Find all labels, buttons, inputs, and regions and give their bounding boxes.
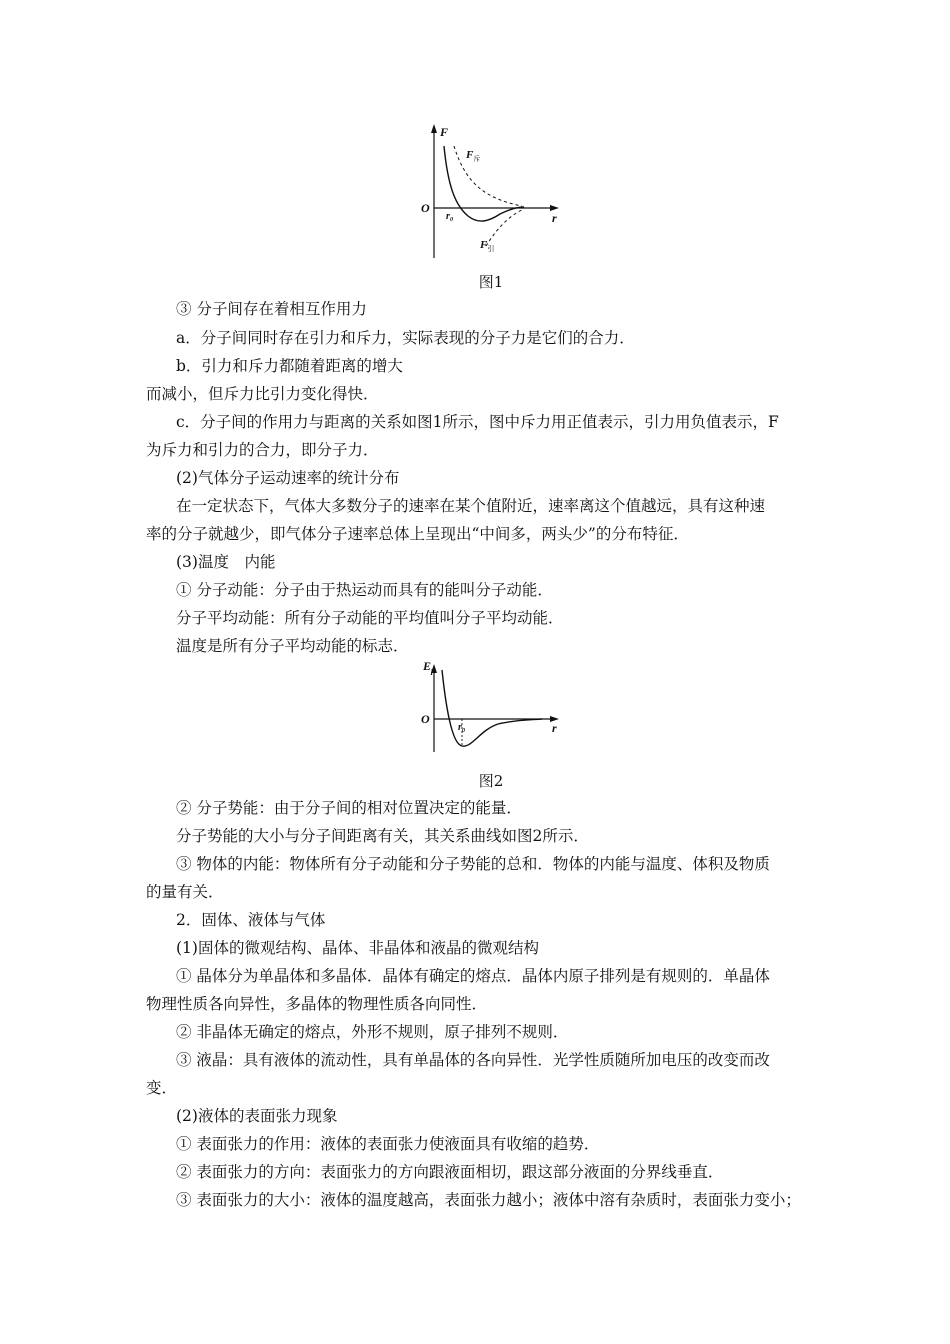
repulsive-force-curve [454, 146, 522, 206]
potential-energy-curve [442, 670, 542, 746]
y-axis-label-sub: p [431, 666, 436, 675]
text-line: (2)液体的表面张力现象 [176, 1107, 338, 1125]
x-axis-label: r [552, 211, 557, 225]
text-line: (1)固体的微观结构、晶体、非晶体和液晶的微观结构 [176, 939, 539, 957]
origin-label: O [421, 712, 430, 726]
text-line: ③ 分子间存在着相互作用力 [176, 300, 367, 318]
figure-1-caption: 图1 [478, 273, 504, 291]
text-line: ② 表面张力的方向：表面张力的方向跟液面相切，跟这部分液面的分界线垂直． [176, 1163, 724, 1181]
resultant-force-curve [444, 146, 524, 221]
origin-label: O [421, 201, 430, 215]
repulsive-label [465, 149, 480, 163]
x-axis-label: r [552, 721, 557, 735]
y-axis-label [422, 659, 435, 675]
text-line: (3)温度 内能 [176, 553, 276, 571]
text-line: 物理性质各向异性，多晶体的物理性质各向同性． [146, 995, 488, 1013]
text-line: ③ 物体的内能：物体所有分子动能和分子势能的总和．物体的内能与温度、体积及物质 [176, 855, 770, 873]
y-axis-label: F [440, 125, 449, 139]
text-line: ① 分子动能：分子由于热运动而具有的能叫分子动能． [176, 581, 553, 599]
text-line: 而减小，但斥力比引力变化得快． [146, 385, 379, 403]
text-line: (2)气体分子运动速率的统计分布 [176, 469, 400, 487]
text-line: ② 分子势能：由于分子间的相对位置决定的能量． [176, 799, 522, 817]
figure-2-potential-energy-graph [418, 658, 568, 758]
attractive-label-sub: 引 [487, 245, 495, 253]
text-line: b．引力和斥力都随着距离的增大 [176, 357, 403, 375]
repulsive-label-main: F [466, 149, 474, 161]
text-line: 变． [146, 1079, 178, 1097]
y-axis-label-main: E [423, 659, 432, 673]
text-line: 分子平均动能：所有分子动能的平均值叫分子平均动能． [176, 609, 564, 627]
text-line: 为斥力和引力的合力，即分子力． [146, 441, 379, 459]
attractive-label [479, 239, 494, 253]
text-line: ① 表面张力的作用：液体的表面张力使液面具有收缩的趋势． [176, 1135, 600, 1153]
text-line: ② 非晶体无确定的熔点，外形不规则，原子排列不规则． [176, 1023, 569, 1041]
text-line: ③ 表面张力的大小：液体的温度越高，表面张力越小；液体中溶有杂质时，表面张力变小； [176, 1191, 801, 1209]
text-line: a．分子间同时存在引力和斥力，实际表现的分子力是它们的合力． [176, 329, 635, 347]
text-line: 温度是所有分子平均动能的标志． [176, 637, 409, 655]
r0-label: r₀ [458, 722, 466, 733]
attractive-label-main: F [480, 239, 488, 251]
repulsive-label-sub: 斥 [473, 155, 481, 163]
text-line: 在一定状态下，气体大多数分子的速率在某个值附近，速率离这个值越远，具有这种速 [176, 497, 766, 515]
figure-2-caption: 图2 [478, 772, 504, 790]
figure-1-force-graph [418, 118, 568, 263]
potential-energy-chart [418, 658, 568, 758]
text-line: ① 晶体分为单晶体和多晶体．晶体有确定的熔点．晶体内原子排列是有规则的．单晶体 [176, 967, 770, 985]
text-line: 2．固体、液体与气体 [176, 911, 326, 929]
text-line: 分子势能的大小与分子间距离有关，其关系曲线如图2所示． [176, 827, 589, 845]
r0-label: r₀ [446, 211, 454, 222]
force-distance-chart [418, 118, 568, 263]
attractive-force-curve [486, 209, 524, 246]
text-line: c．分子间的作用力与距离的关系如图1所示，图中斥力用正值表示，引力用负值表示，F [176, 413, 779, 431]
text-line: 的量有关． [146, 883, 224, 901]
text-line: 率的分子就越少，即气体分子速率总体上呈现出“中间多，两头少”的分布特征． [146, 525, 689, 543]
text-line: ③ 液晶：具有液体的流动性，具有单晶体的各向异性．光学性质随所加电压的改变而改 [176, 1051, 770, 1069]
y-axis-arrow [431, 124, 437, 133]
